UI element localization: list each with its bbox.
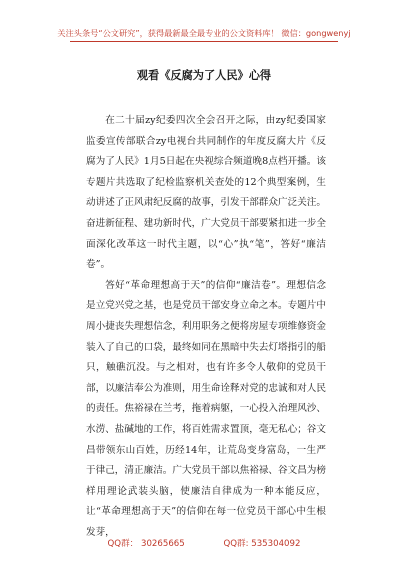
document-title: 观看《反腐为了人民》心得 bbox=[136, 68, 272, 82]
footer-qq-group-2: QQ群: 535304092 bbox=[223, 539, 301, 549]
footer-qq-group-1: QQ群： 30265665 bbox=[107, 539, 185, 549]
body-paragraph: 答好“革命理想高于天”的信仰“廉洁卷”。理想信念是立党兴党之基，也是党员干部安身立命之本。专题片中周小捷丧失理想信念，利用职务之便将房屋专项维修资金装入了自己的口袋，最终如同在黑暗中失去灯塔指引的船只，触礁沉没。与之相对，也有许多令人敬仰的党员干部，以廉洁奉公为准则，用生命诠释对党的忠诚和对人民的责任。焦裕禄在兰考，拖着病躯，一心投入治理风沙、水涝、盐碱地的工作，将百姓需求置顶，毫无私心；谷文昌带领东山百姓，历经14年，让荒岛变身富岛，一生严于律己，清正廉洁。广大党员干部以焦裕禄、谷文昌为榜样用理论武装头脑，使廉洁自律成为一种本能反应，让“革命理想高于天”的信仰在每一位党员干部心中生根发芽， bbox=[86, 279, 326, 538]
body-paragraph: 在二十届zy纪委四次全会召开之际，由zy纪委国家监委宣传部联合zy电视台共同制作的年度反腐大片《反腐为了人民》1月5日起在央视综合频道晚8点档开播。该专题片共选取了纪检监察机关查处的12个典型案例，生动讲述了正风肃纪反腐的故事，引发干部群众广泛关注。奋进新征程、建功新时代，广大党员干部要紧扣进一步全面深化改革这一时代主题，以“心”执“笔”，答好“廉洁卷”。 bbox=[86, 115, 326, 271]
document-body bbox=[86, 111, 326, 543]
header-divider bbox=[70, 41, 338, 42]
footer-contact bbox=[0, 537, 408, 549]
header-banner: 关注头条号“公文研究”，获得最新最全最专业的公文资料库！ 微信：gongwenyj bbox=[57, 28, 351, 38]
